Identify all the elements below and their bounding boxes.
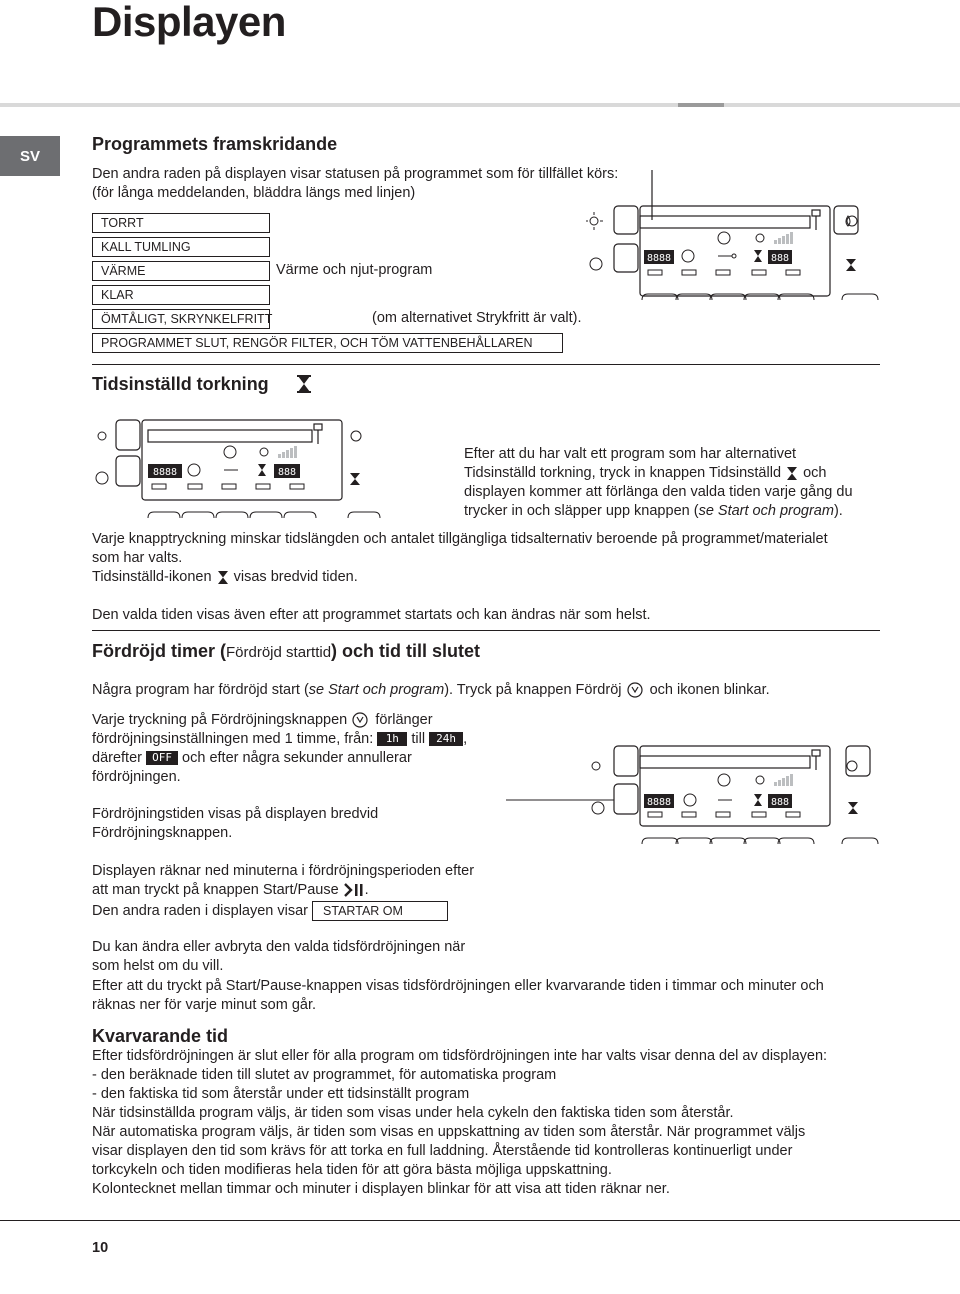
display-panel-delay [506, 740, 886, 846]
delay-p2-line3: därefter OFF och efter några sekunder annullerar [92, 750, 412, 766]
seg-left-2: 8888 [152, 467, 178, 478]
divider-1 [92, 364, 880, 365]
status-program-end: PROGRAMMET SLUT, RENGÖR FILTER, OCH TÖM VATTENBEHÅLLAREN [92, 333, 563, 353]
timed-desc-line1: Efter att du har valt ett program som har alternativet [464, 446, 797, 462]
section-heading-remaining: Kvarvarande tid [92, 1026, 229, 1046]
status-delicate: ÖMTÅLIGT, SKRYNKELFRITT [92, 309, 270, 329]
delay-p5-line3: Efter att du tryckt på Start/Pause-knappen visas tidsfördröjningen eller kvarvarande tiden i timmar och minuter och [92, 978, 824, 994]
footer-divider [0, 1220, 960, 1221]
section-heading-timed-drying: Tidsinställd torkning [92, 374, 269, 394]
timed-p2-line1: Varje knapptryckning minskar tidslängden och antalet tillgängliga tidsalternativ beroende på programmet/materialet [92, 531, 828, 547]
delay-p2-line4: fördröjningen. [92, 769, 181, 785]
display-panel-timed [92, 416, 392, 520]
remaining-line-1: - den beräknade tiden till slutet av programmet, för automatiska program [92, 1067, 557, 1083]
language-tab: SV [0, 136, 60, 176]
seg-right-2: 888 [277, 467, 297, 478]
status-cool-tumble: KALL TUMLING [92, 237, 270, 257]
delay-clock-icon [626, 681, 646, 699]
seg-off: OFF [146, 751, 178, 765]
delay-p2-line1: Varje tryckning på Fördröjningsknappen förlänger [92, 712, 433, 728]
header-divider-accent [678, 103, 724, 107]
remaining-line-6: torkcykeln och tiden modifieras hela tiden för att göra bästa möjliga uppskattning. [92, 1162, 612, 1178]
divider-2 [92, 630, 880, 631]
seg-left-3: 8888 [646, 797, 672, 808]
delay-p5-line1: Du kan ändra eller avbryta den valda tidsfördröjningen när [92, 939, 466, 955]
section-heading-progress: Programmets framskridande [92, 134, 338, 154]
progress-intro-line2: (för långa meddelanden, bläddra längs med linjen) [92, 185, 416, 201]
delay-p4-line1: Displayen räknar ned minuterna i fördröjningsperioden efter [92, 863, 475, 879]
hourglass-icon [296, 375, 312, 393]
display-panel-progress [586, 170, 886, 304]
page-number: 10 [92, 1240, 109, 1256]
delay-p5-line2: som helst om du vill. [92, 958, 224, 974]
section-heading-delay: Fördröjd timer (Fördröjd starttid) och tid till slutet [92, 641, 481, 661]
status-done: KLAR [92, 285, 270, 305]
timed-desc-line2: Tidsinställd torkning, tryck in knappen Tidsinställd och [464, 465, 827, 481]
remaining-line-4: När automatiska program väljs, är tiden som visas en uppskattning av tiden som återstår. När programmet väljs [92, 1124, 806, 1140]
timed-desc-line3: displayen kommer att förlänga den valda tiden varje gång du [464, 484, 853, 500]
status-heat: VÄRME [92, 261, 270, 281]
delay-p4-line2: att man tryckt på knappen Start/Pause . [92, 882, 369, 898]
status-dry: TORRT [92, 213, 270, 233]
remaining-line-0: Efter tidsfördröjningen är slut eller för alla program om tidsfördröjningen inte har valts visar denna del av displayen: [92, 1048, 828, 1064]
delay-clock-icon [351, 711, 371, 729]
progress-intro-line1: Den andra raden på displayen visar statusen på programmet som för tillfället körs: [92, 166, 619, 182]
hourglass-icon [216, 570, 230, 585]
seg-1h: 1h [377, 732, 407, 746]
timed-p2-line2: som har valts. [92, 550, 183, 566]
seg-24h: 24h [429, 732, 463, 746]
seg-right-3: 888 [770, 797, 790, 808]
page-title: Displayen [92, 0, 286, 45]
delay-p3-line2: Fördröjningsknappen. [92, 825, 233, 841]
delay-p4-line3: Den andra raden i displayen visar STARTAR OM [92, 901, 448, 921]
note-delicate: (om alternativet Strykfritt är valt). [372, 310, 582, 326]
delay-p5-line4: räknas ner för varje minut som går. [92, 997, 317, 1013]
start-pause-icon [343, 882, 365, 898]
remaining-line-7: Kolontecknet mellan timmar och minuter i displayen blinkar för att visa att tiden räknar ner. [92, 1181, 670, 1197]
timed-p3: Den valda tiden visas även efter att programmet startats och kan ändras när som helst. [92, 607, 651, 623]
timed-p2-line3: Tidsinställd-ikonen visas bredvid tiden. [92, 569, 358, 585]
header-divider [0, 103, 960, 107]
status-starting: STARTAR OM [312, 901, 448, 921]
hourglass-icon [785, 466, 799, 481]
delay-p2-line2: fördröjningsinställningen med 1 timme, från: 1h till 24h , [92, 731, 468, 747]
note-heat: Värme och njut-program [276, 262, 433, 278]
seg-right: 888 [770, 253, 790, 264]
seg-left: 8888 [646, 253, 672, 264]
delay-p3-line1: Fördröjningstiden visas på displayen bredvid [92, 806, 379, 822]
remaining-line-5: visar displayen den tid som krävs för att torka en full laddning. Återstående tid kontrolleras kontinuerligt under [92, 1143, 793, 1159]
delay-p1: Några program har fördröjd start (se Start och program). Tryck på knappen Fördröj och ikonen blinkar. [92, 682, 770, 698]
remaining-line-2: - den faktiska tid som återstår under ett tidsinställt program [92, 1086, 470, 1102]
remaining-line-3: När tidsinställda program väljs, är tiden som visas under hela cykeln den faktiska tiden som återstår. [92, 1105, 734, 1121]
timed-desc-line4: trycker in och släpper upp knappen (se Start och program). [464, 503, 843, 519]
